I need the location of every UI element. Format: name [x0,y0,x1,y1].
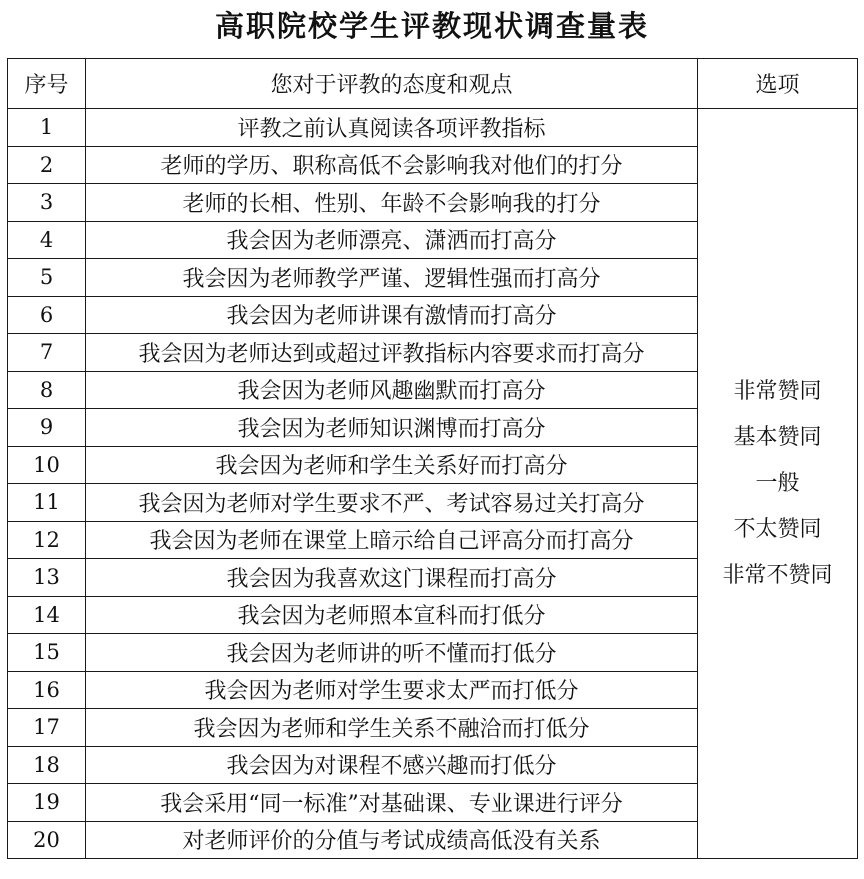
row-number: 15 [8,634,86,672]
table-row [8,109,858,147]
option-label: 一般 [755,470,800,496]
row-number: 14 [8,596,86,634]
row-statement: 我会因为对课程不感兴趣而打低分 [86,746,698,784]
option-label: 不太赞同 [733,516,822,542]
row-statement: 我会采用“同一标准”对基础课、专业课进行评分 [86,784,698,822]
row-statement: 我会因为老师讲课有激情而打高分 [86,296,698,334]
options-cell [698,109,858,859]
row-number: 18 [8,746,86,784]
row-statement: 我会因为老师风趣幽默而打高分 [86,371,698,409]
row-number: 13 [8,559,86,597]
row-statement: 我会因为我喜欢这门课程而打高分 [86,559,698,597]
row-number: 3 [8,184,86,222]
row-number: 4 [8,221,86,259]
row-statement: 老师的长相、性别、年龄不会影响我的打分 [86,184,698,222]
row-statement: 我会因为老师达到或超过评教指标内容要求而打高分 [86,334,698,372]
header-num: 序号 [8,59,86,109]
table-header-row [8,59,858,109]
page-title: 高职院校学生评教现状调查量表 [214,9,649,43]
row-number: 2 [8,146,86,184]
survey-table [7,58,858,859]
row-statement: 我会因为老师漂亮、潇洒而打高分 [86,221,698,259]
row-number: 12 [8,521,86,559]
row-statement: 我会因为老师教学严谨、逻辑性强而打高分 [86,259,698,297]
row-number: 5 [8,259,86,297]
row-statement: 我会因为老师对学生要求太严而打低分 [86,671,698,709]
row-statement: 对老师评价的分值与考试成绩高低没有关系 [86,821,698,859]
row-statement: 我会因为老师和学生关系不融洽而打低分 [86,709,698,747]
row-statement: 我会因为老师知识渊博而打高分 [86,409,698,447]
option-label: 基本赞同 [733,424,822,450]
row-number: 17 [8,709,86,747]
row-statement: 我会因为老师对学生要求不严、考试容易过关打高分 [86,484,698,522]
row-number: 20 [8,821,86,859]
row-statement: 我会因为老师和学生关系好而打高分 [86,446,698,484]
row-statement: 我会因为老师在课堂上暗示给自己评高分而打高分 [86,521,698,559]
row-number: 9 [8,409,86,447]
row-number: 16 [8,671,86,709]
table-body [8,109,858,859]
header-options: 选项 [698,59,858,109]
row-number: 7 [8,334,86,372]
row-statement: 评教之前认真阅读各项评教指标 [86,109,698,147]
row-statement: 老师的学历、职称高低不会影响我对他们的打分 [86,146,698,184]
row-number: 10 [8,446,86,484]
header-statement: 您对于评教的态度和观点 [86,59,698,109]
row-number: 19 [8,784,86,822]
row-statement: 我会因为老师讲的听不懂而打低分 [86,634,698,672]
row-number: 8 [8,371,86,409]
row-number: 1 [8,109,86,147]
option-label: 非常不赞同 [722,562,833,588]
row-statement: 我会因为老师照本宣科而打低分 [86,596,698,634]
row-number: 11 [8,484,86,522]
option-label: 非常赞同 [733,378,822,404]
row-number: 6 [8,296,86,334]
